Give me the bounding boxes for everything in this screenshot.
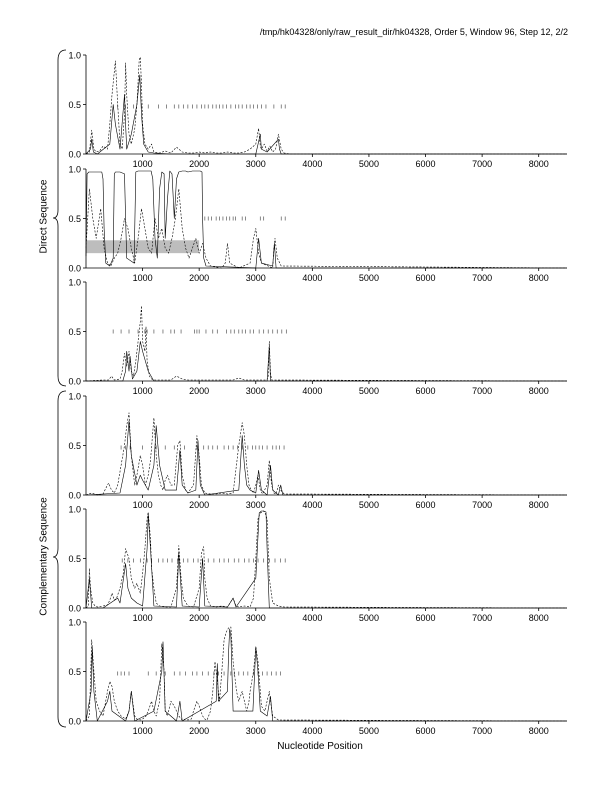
panel-4-x-tick-label: 3000 [245,500,266,510]
panel-1-x-tick-label: 4000 [302,159,323,169]
panel-2-x-tick-label: 1000 [132,273,153,283]
panel-4-series-2 [86,421,567,495]
panel-1-x-tick-label: 1000 [132,159,153,169]
panel-1-x-tick-label: 8000 [528,159,549,169]
panel-3-y-tick-label: 1.0 [68,277,81,288]
panel-6-x-tick-label: 5000 [358,726,379,736]
panel-1-x-tick-label: 7000 [472,159,493,169]
panel-3-y-tick-label: 0.5 [68,327,81,337]
panel-5-x-tick-label: 4000 [302,613,323,623]
panel-6-y-tick-label: 0.0 [68,716,81,727]
panel-3-series-1 [86,306,567,381]
panel-6-x-tick-label: 1000 [132,726,153,736]
panel-2-x-tick-label: 6000 [415,273,436,283]
panel-5-x-tick-label: 7000 [472,613,493,623]
panel-2-x-tick-label: 3000 [245,273,266,283]
panel-5-x-tick-label: 3000 [245,613,266,623]
panel-3-x-tick-label: 8000 [528,386,549,396]
panel-4-x-tick-label: 8000 [528,500,549,510]
panel-6-y-tick-label: 1.0 [68,617,81,628]
panel-1-x-tick-label: 2000 [189,159,210,169]
panel-5-x-tick-label: 2000 [189,613,210,623]
panel-1-y-tick-label: 1.0 [68,50,81,61]
panel-3-x-tick-label: 5000 [358,386,379,396]
panel-5-x-tick-label: 6000 [415,613,436,623]
panel-1-x-tick-label: 3000 [245,159,266,169]
panel-4-x-tick-label: 5000 [358,500,379,510]
panel-4-x-tick-label: 4000 [302,500,323,510]
panel-4-x-tick-label: 2000 [189,500,210,510]
panel-6-y-tick-label: 0.5 [68,667,81,677]
panel-3-x-tick-label: 7000 [472,386,493,396]
panel-3-x-tick-label: 1000 [132,386,153,396]
panel-5-x-tick-label: 5000 [358,613,379,623]
panel-1-x-tick-label: 5000 [358,159,379,169]
panel-5-x-tick-label: 8000 [528,613,549,623]
panel-4-x-tick-label: 7000 [472,500,493,510]
panel-3-y-tick-label: 0.0 [68,376,81,387]
panel-6-series-1 [86,627,567,721]
panel-3-x-tick-label: 2000 [189,386,210,396]
panel-1-y-tick-label: 0.5 [68,100,81,110]
panel-3-x-tick-label: 6000 [415,386,436,396]
panel-2-x-tick-label: 7000 [472,273,493,283]
panel-5-y-tick-label: 0.5 [68,554,81,564]
panel-4-y-tick-label: 0.5 [68,441,81,451]
panel-2-band [86,240,199,253]
panel-2-y-tick-label: 0.0 [68,263,81,274]
panel-5-y-tick-label: 0.0 [68,603,81,614]
panel-6-x-tick-label: 8000 [528,726,549,736]
panel-1-y-tick-label: 0.0 [68,149,81,160]
panel-2-x-tick-label: 5000 [358,273,379,283]
panel-4-series-1 [86,413,567,495]
panel-4-x-tick-label: 1000 [132,500,153,510]
panel-3-x-tick-label: 4000 [302,386,323,396]
panel-3-series-2 [86,341,567,381]
complementary-brace [53,391,66,727]
panel-2-y-tick-label: 0.5 [68,214,81,224]
panel-1-series-2 [86,75,567,154]
panel-4-x-tick-label: 6000 [415,500,436,510]
panel-5-x-tick-label: 1000 [132,613,153,623]
panel-2-x-tick-label: 2000 [189,273,210,283]
x-axis-title: Nucleotide Position [277,741,363,752]
panel-2-y-tick-label: 1.0 [68,164,81,175]
panel-2-series-1 [86,171,567,268]
header-title: /tmp/hk04328/only/raw_result_dir/hk04328, Order 5, Window 96, Step 12, 2/2 [259,27,568,37]
panel-5-y-tick-label: 1.0 [68,504,81,515]
complementary-sequence-label: Complementary Sequence [38,497,50,616]
panel-2-x-tick-label: 8000 [528,273,549,283]
panel-6-x-tick-label: 3000 [245,726,266,736]
panel-1-x-tick-label: 6000 [415,159,436,169]
panel-4-y-tick-label: 0.0 [68,490,81,501]
panel-6-x-tick-label: 7000 [472,726,493,736]
panel-6-x-tick-label: 4000 [302,726,323,736]
direct-sequence-label: Direct Sequence [38,179,50,254]
panel-4-y-tick-label: 1.0 [68,391,81,402]
panel-6-x-tick-label: 2000 [189,726,210,736]
panel-3-x-tick-label: 3000 [245,386,266,396]
panel-6-x-tick-label: 6000 [415,726,436,736]
direct-brace [53,50,66,386]
panel-6-series-2 [86,629,567,721]
panel-2-x-tick-label: 4000 [302,273,323,283]
